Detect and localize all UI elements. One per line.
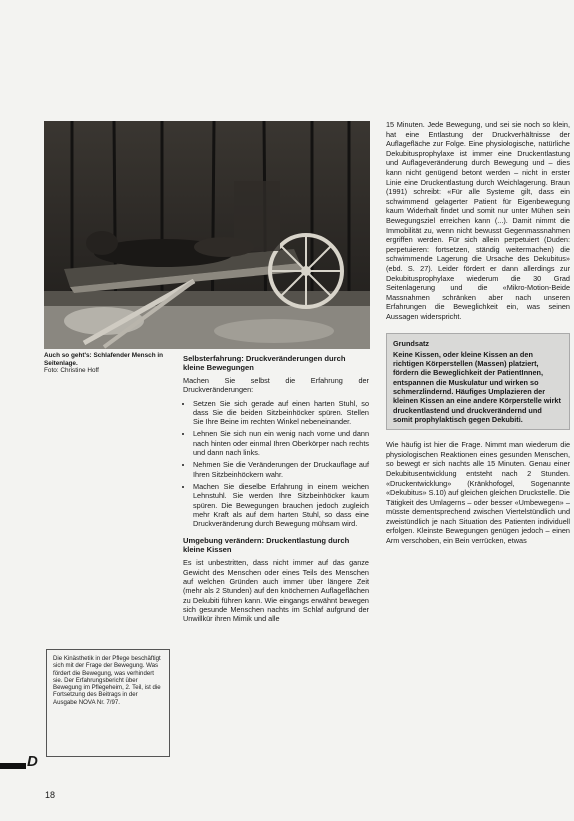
principle-title: Grundsatz [393,339,430,349]
middle-column [183,354,369,628]
section2-text: Es ist unbestritten, dass nicht immer auf das ganze Gewicht des Menschen oder eines Teils des Menschen auf welchen Gründen auch immer über längere Zeit (mehr als 2 Stunden) auf den knöchernen Auflageflächen zu Dekubiti führen kann. Wie eingangs erwähnt bewegen sich gesunde Menschen nachts im Schlaf aufgrund der Unwillkür ihren Mimik und alle [183,558,369,624]
photo-illustration [44,121,370,349]
marker-letter: D [27,753,38,770]
photo-caption [44,352,172,375]
principle-text: Keine Kissen, oder kleine Kissen an den richtigen Körperstellen (Massen) platziert, fördern die Beweglichkeit der PatientInnen, entspannen die Muskulatur und wirken so schmerzlindernd. Häufiges Umplazieren der kleinen Kissen an eine andere Körperstelle wirkt druckentlastend und druckverändernd und somit prophylaktisch gegen Dekubiti. [393,349,561,424]
section2-heading: Umgebung verändern: Druckentlastung durch kleine Kissen [183,536,350,555]
section1-heading: Selbsterfahrung: Druckveränderungen durch kleine Bewegungen [183,354,346,372]
principle-box [386,333,570,430]
bullet-item: • Lehnen Sie sich nun ein wenig nach vorne und dann nach hinten oder einmal Ihren Oberkörper nach rechts und dann nach links. [193,429,369,457]
caption-title: Auch so geht's: Schlafender Mensch in Seitenlage. [44,352,164,367]
photo-sleeping-person [44,121,370,349]
sidebar-text: Die Kinästhetik in der Pflege beschäftigt sich mit der Frage der Bewegung. Was fördert die Bewegung, was verhindert sie. Der Erfahrungsbericht über Bewegung im Pflegeheim, 2. Teil, ist die Fortsetzung des Beitrags in der Ausgabe NOVA Nr. 7/97. [53,655,161,706]
section1-bullets [183,399,369,529]
right-text-1: 15 Minuten. Jede Bewegung, und sei sie noch so klein, hat eine Entlastung der Druckverhältnisse der Auflagefläche zur Folge. Eine physiologische, natürliche Dekubitusprophylaxe ist immer eine Druckentlastung und Auflageveränderung durch Bewegung und – dies kann nicht genügend betont werden – nicht in erster Linie eine Druckentlastung durch Weichlagerung. Braun (1991) schreibt: «Für alle Systeme gilt, dass ein schwimmend gelagerter Patient für Eigenbewegung kaum Widerhalt findet und somit nur unter Mühen sein Bewegungsziel erreichen kann (...). Damit nimmt die Immobilität zu, wenn nicht bewusst Gegenmassnahmen ergriffen werden. Für sich allein perpetuiert (Duden: perpetuieren: fortsetzen, ständig weitermachen) die schwimmende Lagerung die Ursache des Dekubitus» (ebd. S. 27). Leider fördert er dann allerdings zur Dekubitusprophylaxe wiederum die 30 Grad Seitenlagerung und die «Mikro-Motion-Beide Massnahmen schränken aber nach unseren Erfahrungen die Beweglichkeit ein, was seinen Aussagen widerspricht. [386,120,570,321]
marker-bar [0,763,26,769]
sidebar-box [46,649,170,757]
caption-credit: Foto: Christine Hoff [44,367,99,375]
section1-intro: Machen Sie selbst die Erfahrung der Druckveränderungen: [183,376,369,395]
bullet-item: • Machen Sie dieselbe Erfahrung in einem weichen Lehnstuhl. Sie werden Ihre Sitzbeinhöcker kaum spüren. Die Bewegungen brauchen jedoch zugleich mehr Kraft als auf dem harten Stuhl, so dass eine Druckveränderung durch Bewegung mühsam wird. [193,482,369,528]
section-marker [0,753,40,775]
right-column [386,120,570,546]
right-text-2: Wie häufig ist hier die Frage. Nimmt man wiederum die physiologischen Reaktionen eines gesunden Menschen, so bewegt er sich nachts alle 15 Minuten. Genau einer Dekubitusentwicklung entsteht nach 2 Stunden. «Druckentwicklung» (Kränkhofogel, Sogenannte «Dekubitus» S.10) auf gleichen gleichen Druckstelle. Die Tätigkeit des Umlagerns – oder besser «Umbewegen» – müsste dementsprechend zwischen Viertelstündlich und zweistündlich je nach Situation des Patienten individuell erfolgen. Kleinste Bewegungen genügen jedoch – einen Arm verschoben, ein Bein verrücken, etwas [386,440,570,546]
page-number: 18 [45,790,56,800]
bullet-item: • Setzen Sie sich gerade auf einen harten Stuhl, so dass Sie die beiden Sitzbeinhöcker spüren. Stellen Sie Ihre Beine im rechten Winkel nebeneinander. [193,399,369,427]
bullet-item: • Nehmen Sie die Veränderungen der Druckauflage auf Ihren Sitzbeinhöckern wahr. [193,460,369,479]
